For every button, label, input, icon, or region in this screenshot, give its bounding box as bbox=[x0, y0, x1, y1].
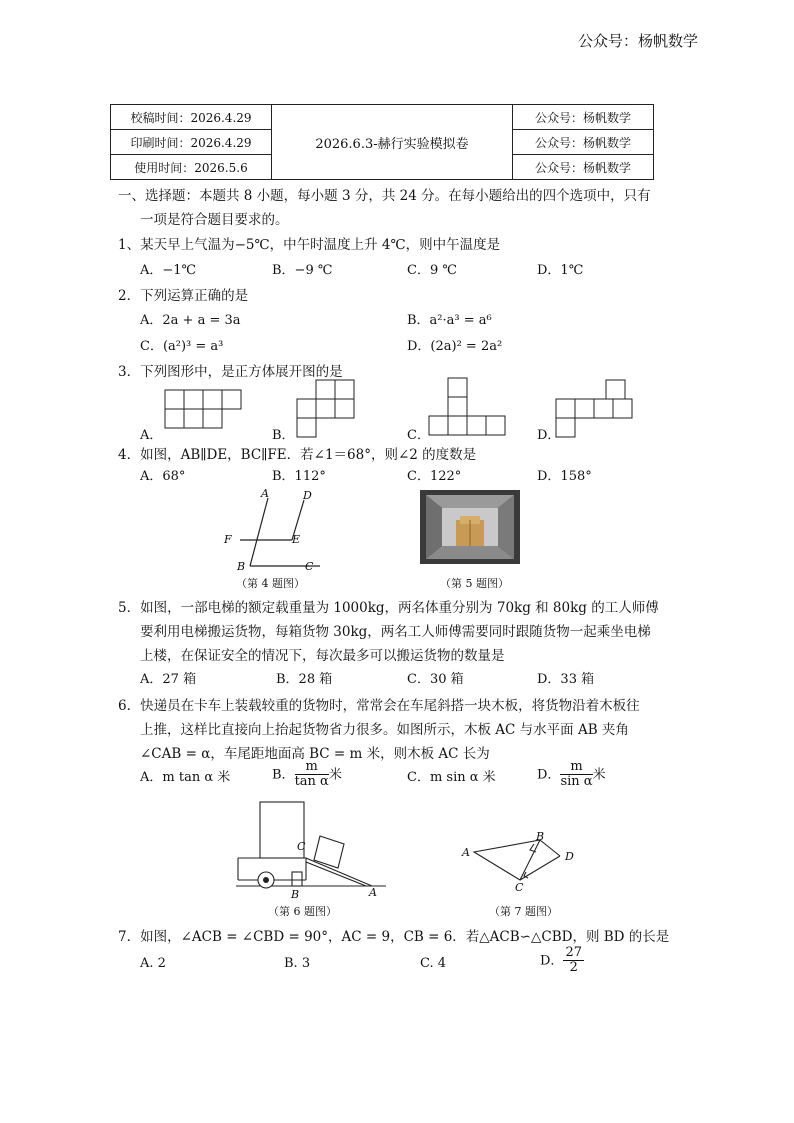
meta-print-date: 印刷时间：2026.4.29 bbox=[111, 130, 272, 155]
q5-line-2: 要利用电梯搬运货物，每箱货物 30kg，两名工人师傅需要同时跟随货物一起乘坐电梯 bbox=[140, 624, 651, 640]
exam-title: 2026.6.3-赫行实验模拟卷 bbox=[272, 105, 513, 180]
q6-d-unit: 米 bbox=[592, 767, 606, 783]
q1-option-c: C．9 ℃ bbox=[407, 263, 457, 278]
cube-net-c bbox=[428, 376, 518, 436]
q6-line-2: 上推，这样比直接向上抬起货物省力很多。如图所示，木板 AC 与水平面 AB 夹角 bbox=[140, 722, 629, 738]
q5-option-a: A．27 箱 bbox=[140, 672, 197, 687]
q7-option-d bbox=[540, 946, 584, 976]
q4-option-b: B．112° bbox=[272, 469, 326, 484]
q4-stem: 4．如图，AB∥DE，BC∥FE．若∠1＝68°，则∠2 的度数是 bbox=[118, 447, 477, 463]
q6-b-numerator: m bbox=[295, 760, 329, 775]
fig5-caption: （第 5 题图） bbox=[440, 577, 509, 590]
cube-net-b bbox=[292, 378, 362, 438]
q6-option-c: C．m sin α 米 bbox=[407, 770, 496, 785]
q6-line-3: ∠CAB = α，车尾距地面高 BC = m 米，则木板 AC 长为 bbox=[140, 746, 490, 762]
meta-right-2: 公众号：杨帆数学 bbox=[513, 130, 654, 155]
fig6-label-a: A bbox=[369, 886, 377, 899]
q2-stem: 2．下列运算正确的是 bbox=[118, 288, 249, 304]
watermark-header: 公众号：杨帆数学 bbox=[577, 32, 698, 50]
q1-stem: 1、某天早上气温为−5℃，中午时温度上升 4℃，则中午温度是 bbox=[118, 237, 501, 253]
q6-d-label: D． bbox=[537, 767, 561, 783]
fig4-label-e: E bbox=[292, 533, 301, 546]
q6-b-unit: 米 bbox=[328, 767, 342, 783]
fig6-label-c: C bbox=[297, 840, 306, 853]
fig7-label-c: C bbox=[515, 881, 524, 894]
fig4-label-f: F bbox=[224, 533, 232, 546]
q6-b-fraction bbox=[295, 760, 329, 790]
q5-option-b: B．28 箱 bbox=[276, 672, 333, 687]
q7-d-denominator: 2 bbox=[569, 960, 578, 976]
q4-option-c: C．122° bbox=[407, 469, 462, 484]
q2-option-a: A．2a + a = 3a bbox=[140, 313, 241, 328]
q6-option-b bbox=[272, 760, 342, 790]
fig7-caption: （第 7 题图） bbox=[489, 905, 558, 918]
q3-label-a: A． bbox=[140, 428, 163, 443]
q2-option-c: C．(a²)³ = a³ bbox=[140, 339, 224, 354]
meta-right-3: 公众号：杨帆数学 bbox=[513, 155, 654, 180]
q7-stem: 7．如图，∠ACB = ∠CBD = 90°，AC = 9，CB = 6．若△ACB∽△CBD，则 BD 的长是 bbox=[118, 929, 670, 945]
q1-option-b: B．−9 ℃ bbox=[272, 263, 333, 278]
q6-d-denominator: sin α bbox=[560, 774, 593, 790]
q7-option-b: B. 3 bbox=[284, 956, 311, 971]
elevator-photo bbox=[420, 490, 520, 564]
fig7-label-a: A bbox=[462, 846, 470, 859]
q6-d-numerator: m bbox=[560, 760, 592, 775]
figure-q6-truck bbox=[236, 800, 386, 900]
cube-net-a bbox=[160, 388, 250, 428]
q5-line-3: 上楼，在保证安全的情况下，每次最多可以搬运货物的数量是 bbox=[140, 648, 505, 664]
fig4-label-d: D bbox=[303, 489, 312, 502]
q6-option-a: A．m tan α 米 bbox=[140, 770, 231, 785]
section-heading: 一、选择题：本题共 8 小题，每小题 3 分，共 24 分。在每小题给出的四个选项中，只有 bbox=[118, 188, 651, 204]
fig4-caption: （第 4 题图） bbox=[236, 577, 305, 590]
fig6-caption: （第 6 题图） bbox=[268, 905, 337, 918]
q3-label-b: B． bbox=[272, 428, 295, 443]
q5-option-d: D．33 箱 bbox=[537, 672, 595, 687]
q1-option-d: D．1℃ bbox=[537, 263, 584, 278]
q5-option-c: C．30 箱 bbox=[407, 672, 464, 687]
q7-d-label: D． bbox=[540, 953, 564, 969]
q7-option-c: C. 4 bbox=[420, 956, 447, 971]
fig7-label-b: B bbox=[536, 830, 545, 843]
q3-label-c: C． bbox=[407, 428, 430, 443]
cube-net-d bbox=[554, 378, 644, 438]
q7-d-fraction bbox=[563, 946, 584, 976]
meta-right-1: 公众号：杨帆数学 bbox=[513, 105, 654, 130]
meta-use-date: 使用时间：2026.5.6 bbox=[111, 155, 272, 180]
fig7-label-d: D bbox=[565, 850, 574, 863]
fig6-label-b: B bbox=[291, 888, 300, 901]
meta-proof-date: 校稿时间：2026.4.29 bbox=[111, 105, 272, 130]
q2-option-b: B．a²·a³ = a⁶ bbox=[407, 313, 492, 328]
q3-label-d: D． bbox=[537, 428, 561, 443]
fig4-label-a: A bbox=[261, 487, 269, 500]
fig4-label-c: C bbox=[305, 560, 314, 573]
fig4-label-b: B bbox=[237, 560, 246, 573]
q1-option-a: A．−1℃ bbox=[140, 263, 197, 278]
meta-table bbox=[110, 104, 654, 180]
q6-option-d bbox=[537, 760, 606, 790]
q7-d-numerator: 27 bbox=[565, 945, 582, 960]
q6-d-fraction bbox=[560, 760, 592, 790]
section-heading-cont: 一项是符合题目要求的。 bbox=[140, 212, 289, 228]
q2-option-d: D．(2a)² = 2a² bbox=[407, 339, 503, 354]
q4-option-d: D．158° bbox=[537, 469, 592, 484]
q7-option-a: A. 2 bbox=[140, 956, 166, 971]
q6-b-label: B． bbox=[272, 767, 295, 783]
q4-option-a: A．68° bbox=[140, 469, 186, 484]
q3-stem: 3．下列图形中，是正方体展开图的是 bbox=[118, 364, 343, 380]
q6-b-denominator: tan α bbox=[294, 774, 329, 790]
q6-line-1: 6．快递员在卡车上装载较重的货物时，常常会在车尾斜搭一块木板，将货物沿着木板往 bbox=[118, 698, 640, 714]
q5-line-1: 5．如图，一部电梯的额定载重量为 1000kg，两名体重分别为 70kg 和 80kg 的工人师傅 bbox=[118, 600, 659, 616]
